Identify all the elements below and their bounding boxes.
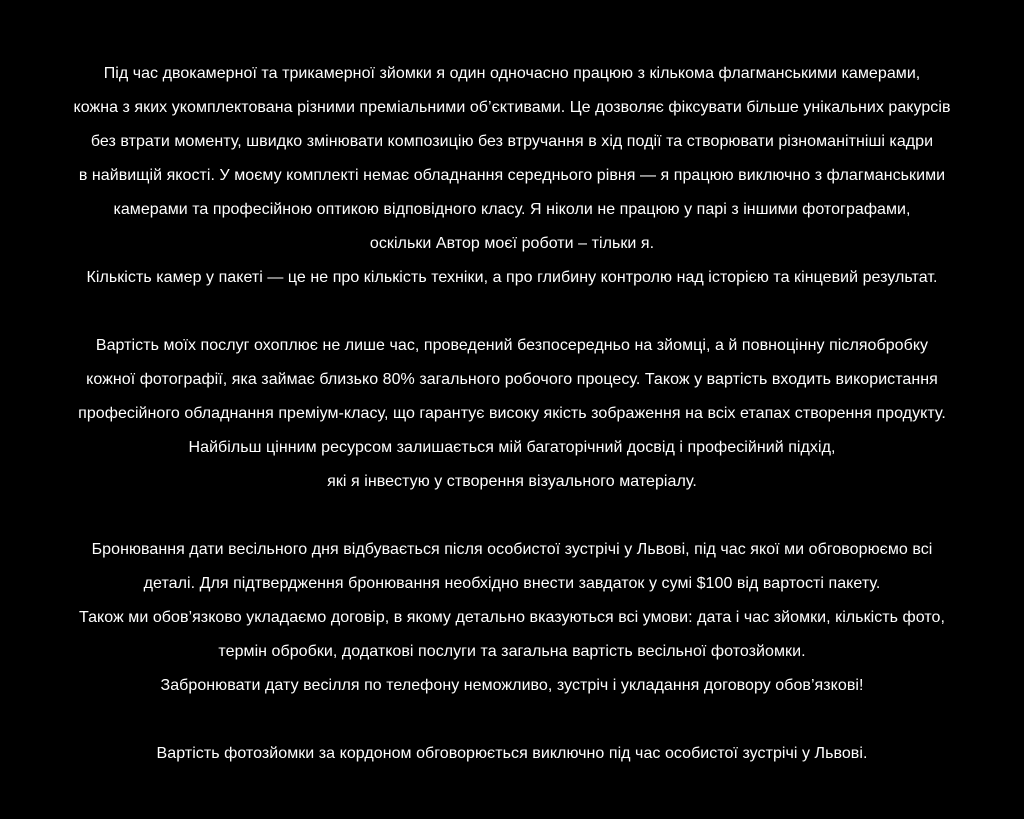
text-line: оскільки Автор моєї роботи – тільки я. bbox=[369, 235, 655, 252]
text-line: Забронювати дату весілля по телефону неможливо, зустріч і укладання договору обов’язкові! bbox=[160, 677, 864, 694]
text-line: камерами та професійною оптикою відповідного класу. Я ніколи не працюю у парі з іншими фотографами, bbox=[113, 201, 911, 218]
text-line: Під час двокамерної та трикамерної зйомки я один одночасно працюю з кількома флагманськими камерами, bbox=[103, 65, 921, 82]
text-line: термін обробки, додаткові послуги та загальна вартість весільної фотозйомки. bbox=[218, 643, 806, 660]
text-line: Вартість моїх послуг охоплює не лише час, проведений безпосередньо на зйомці, а й повноцінну післяобробку bbox=[95, 337, 929, 354]
text-line: кожна з яких укомплектована різними преміальними об’єктивами. Це дозволяє фіксувати більше унікальних ракурсів bbox=[73, 99, 951, 116]
text-line: професійного обладнання преміум-класу, що гарантує високу якість зображення на всіх етапах створення продукту. bbox=[78, 405, 946, 422]
text-line: Також ми обов’язково укладаємо договір, в якому детально вказуються всі умови: дата і час зйомки, кількість фото, bbox=[79, 609, 945, 626]
text-line: Кількість камер у пакеті — це не про кількість техніки, а про глибину контролю над історією та кінцевий результат. bbox=[86, 269, 938, 286]
paragraph-camera-setup bbox=[0, 57, 1024, 295]
text-content bbox=[0, 57, 1024, 771]
paragraph-pricing bbox=[0, 329, 1024, 499]
text-line: Бронювання дати весільного дня відбувається після особистої зустрічі у Львові, під час якої ми обговорюємо всі bbox=[91, 541, 933, 558]
text-line: Найбільш цінним ресурсом залишається мій багаторічний досвід і професійний підхід, bbox=[188, 439, 836, 456]
text-line: без втрати моменту, швидко змінювати композицію без втручання в хід події та створювати різноманітніші кадри bbox=[90, 133, 934, 150]
paragraph-spacer bbox=[0, 703, 1024, 737]
text-line: в найвищій якості. У моєму комплекті немає обладнання середнього рівня — я працюю виключно з флагманськими bbox=[78, 167, 946, 184]
paragraph-spacer bbox=[0, 295, 1024, 329]
text-line: деталі. Для підтвердження бронювання необхідно внести завдаток у сумі $100 від вартості пакету. bbox=[143, 575, 881, 592]
text-line: які я інвестую у створення візуального матеріалу. bbox=[327, 473, 697, 490]
text-line: кожної фотографії, яка займає близько 80% загального робочого процесу. Також у вартість входить використання bbox=[86, 371, 938, 388]
text-line: Вартість фотозйомки за кордоном обговорюється виключно під час особистої зустрічі у Львові. bbox=[156, 745, 868, 762]
paragraph-spacer bbox=[0, 499, 1024, 533]
paragraph-booking bbox=[0, 533, 1024, 703]
paragraph-abroad bbox=[0, 737, 1024, 771]
